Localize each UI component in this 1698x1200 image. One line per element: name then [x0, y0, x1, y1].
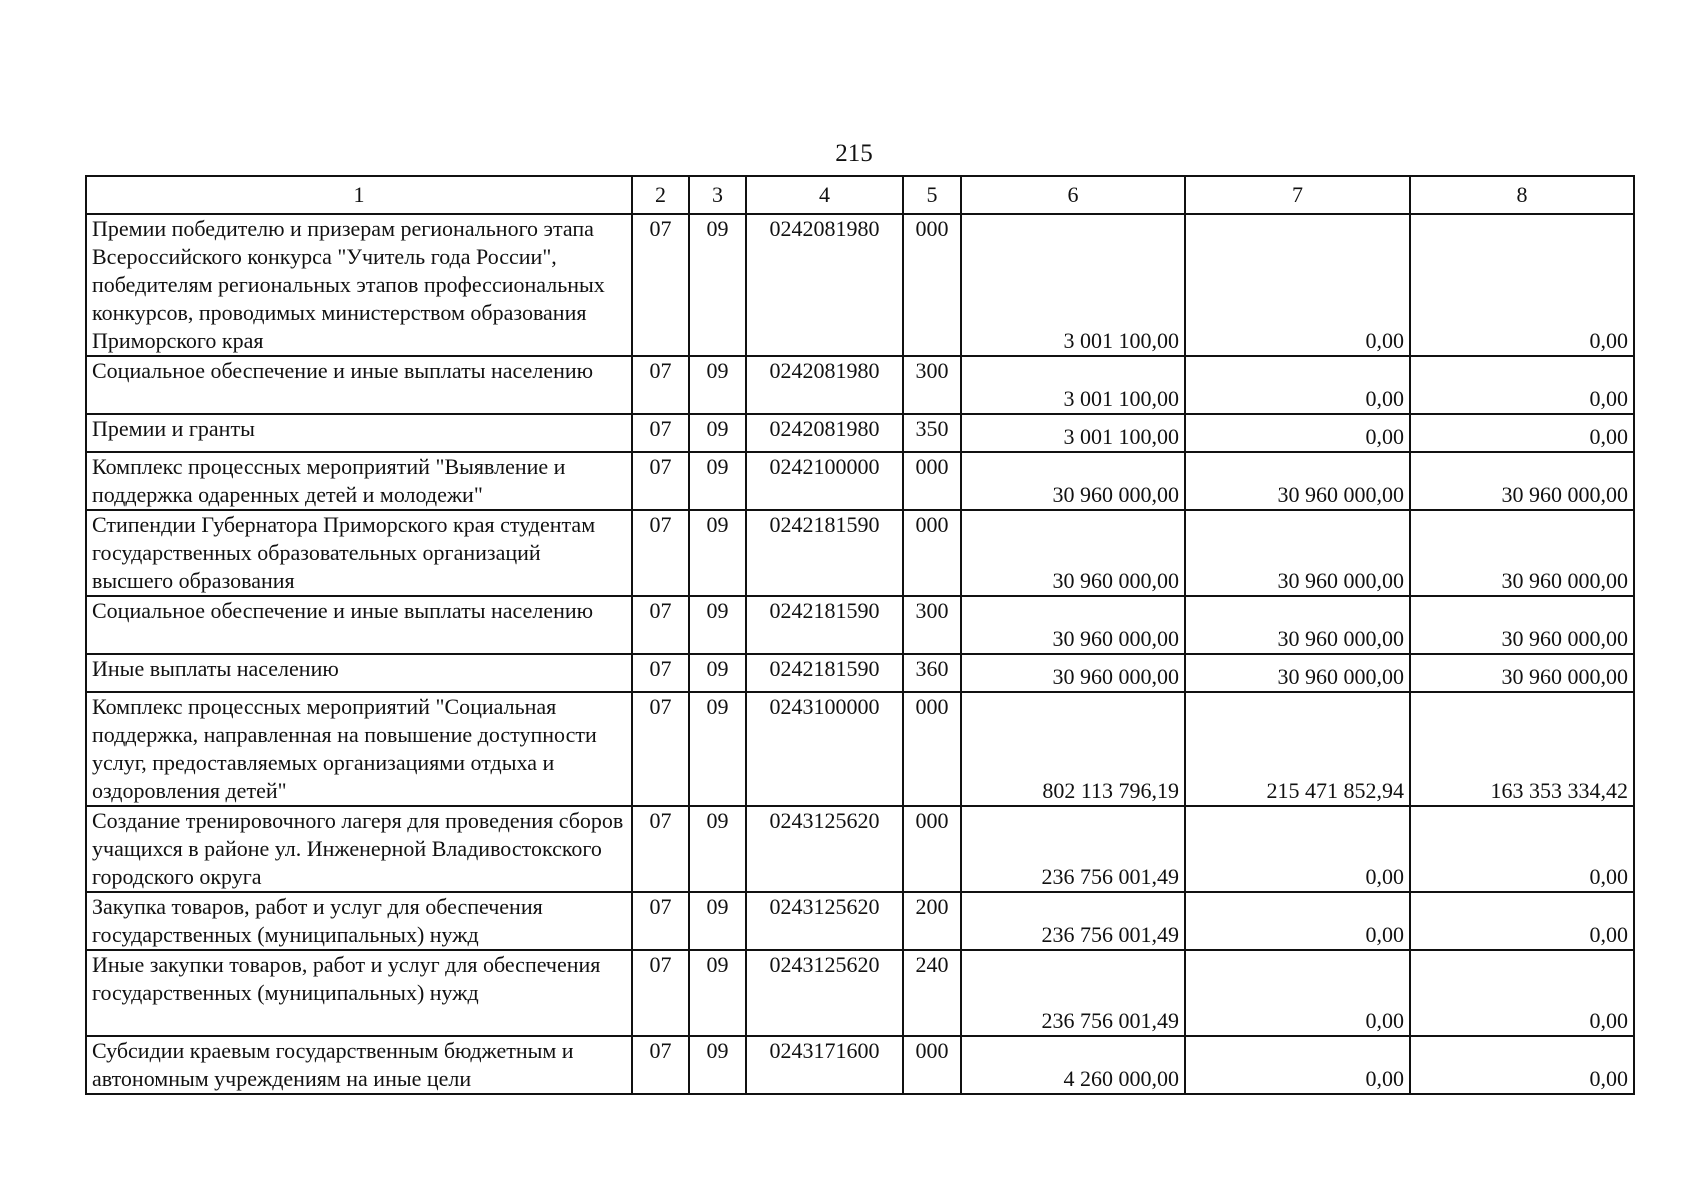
amount-col8: 0,00: [1410, 356, 1634, 414]
amount-col7: 0,00: [1185, 356, 1410, 414]
expense-type-code: 200: [903, 892, 961, 950]
amount-col8: 30 960 000,00: [1410, 654, 1634, 692]
table-row: [86, 356, 1634, 414]
amount-col8: 30 960 000,00: [1410, 596, 1634, 654]
expense-type-code: 300: [903, 356, 961, 414]
target-article-code: 0242181590: [746, 510, 903, 596]
expense-type-code: 000: [903, 214, 961, 356]
expense-type-code: 000: [903, 510, 961, 596]
table-row: [86, 510, 1634, 596]
header-cell: 5: [903, 176, 961, 214]
amount-col6: 3 001 100,00: [961, 214, 1185, 356]
row-name: Комплекс процессных мероприятий "Выявление и поддержка одаренных детей и молодежи": [86, 452, 632, 510]
target-article-code: 0243100000: [746, 692, 903, 806]
section-code: 07: [632, 452, 689, 510]
section-code: 07: [632, 510, 689, 596]
row-name: Социальное обеспечение и иные выплаты населению: [86, 356, 632, 414]
header-row: [86, 176, 1634, 214]
target-article-code: 0242100000: [746, 452, 903, 510]
section-code: 07: [632, 414, 689, 452]
budget-table: [85, 175, 1635, 1095]
amount-col8: 30 960 000,00: [1410, 510, 1634, 596]
table-row: [86, 214, 1634, 356]
expense-type-code: 360: [903, 654, 961, 692]
expense-type-code: 240: [903, 950, 961, 1036]
amount-col6: 3 001 100,00: [961, 356, 1185, 414]
amount-col7: 30 960 000,00: [1185, 452, 1410, 510]
section-code: 07: [632, 892, 689, 950]
amount-col6: 3 001 100,00: [961, 414, 1185, 452]
page-number: 215: [835, 140, 873, 167]
subsection-code: 09: [689, 1036, 746, 1094]
target-article-code: 0242181590: [746, 596, 903, 654]
target-article-code: 0242081980: [746, 214, 903, 356]
table-row: [86, 452, 1634, 510]
amount-col6: 802 113 796,19: [961, 692, 1185, 806]
amount-col8: 0,00: [1410, 806, 1634, 892]
subsection-code: 09: [689, 596, 746, 654]
section-code: 07: [632, 356, 689, 414]
row-name: Премии и гранты: [86, 414, 632, 452]
section-code: 07: [632, 1036, 689, 1094]
expense-type-code: 000: [903, 1036, 961, 1094]
amount-col8: 0,00: [1410, 950, 1634, 1036]
row-name: Стипендии Губернатора Приморского края студентам государственных образовательных организаций высшего образования: [86, 510, 632, 596]
subsection-code: 09: [689, 414, 746, 452]
amount-col8: 0,00: [1410, 414, 1634, 452]
amount-col8: 163 353 334,42: [1410, 692, 1634, 806]
amount-col6: 236 756 001,49: [961, 806, 1185, 892]
section-code: 07: [632, 596, 689, 654]
target-article-code: 0243125620: [746, 892, 903, 950]
amount-col7: 0,00: [1185, 950, 1410, 1036]
table-row: [86, 654, 1634, 692]
amount-col7: 30 960 000,00: [1185, 654, 1410, 692]
table-row: [86, 1036, 1634, 1094]
subsection-code: 09: [689, 214, 746, 356]
target-article-code: 0243171600: [746, 1036, 903, 1094]
header-cell: 6: [961, 176, 1185, 214]
row-name: Социальное обеспечение и иные выплаты населению: [86, 596, 632, 654]
section-code: 07: [632, 214, 689, 356]
expense-type-code: 350: [903, 414, 961, 452]
amount-col6: 4 260 000,00: [961, 1036, 1185, 1094]
amount-col7: 30 960 000,00: [1185, 596, 1410, 654]
amount-col6: 30 960 000,00: [961, 452, 1185, 510]
row-name: Субсидии краевым государственным бюджетным и автономным учреждениям на иные цели: [86, 1036, 632, 1094]
expense-type-code: 000: [903, 806, 961, 892]
header-cell: 3: [689, 176, 746, 214]
table-row: [86, 892, 1634, 950]
table-row: [86, 414, 1634, 452]
subsection-code: 09: [689, 654, 746, 692]
row-name: Создание тренировочного лагеря для проведения сборов учащихся в районе ул. Инженерной Владивостокского городского округа: [86, 806, 632, 892]
subsection-code: 09: [689, 692, 746, 806]
section-code: 07: [632, 950, 689, 1036]
amount-col6: 30 960 000,00: [961, 596, 1185, 654]
amount-col6: 236 756 001,49: [961, 950, 1185, 1036]
target-article-code: 0242181590: [746, 654, 903, 692]
section-code: 07: [632, 806, 689, 892]
section-code: 07: [632, 692, 689, 806]
target-article-code: 0242081980: [746, 356, 903, 414]
amount-col6: 30 960 000,00: [961, 654, 1185, 692]
subsection-code: 09: [689, 806, 746, 892]
subsection-code: 09: [689, 950, 746, 1036]
table-row: [86, 596, 1634, 654]
amount-col8: 0,00: [1410, 214, 1634, 356]
expense-type-code: 000: [903, 452, 961, 510]
amount-col7: 215 471 852,94: [1185, 692, 1410, 806]
target-article-code: 0243125620: [746, 806, 903, 892]
amount-col8: 0,00: [1410, 1036, 1634, 1094]
amount-col6: 30 960 000,00: [961, 510, 1185, 596]
target-article-code: 0242081980: [746, 414, 903, 452]
row-name: Премии победителю и призерам регионального этапа Всероссийского конкурса "Учитель года России", победителям региональных этапов профессиональных конкурсов, проводимых министерством образования Приморского края: [86, 214, 632, 356]
amount-col7: 0,00: [1185, 892, 1410, 950]
amount-col8: 30 960 000,00: [1410, 452, 1634, 510]
header-cell: 8: [1410, 176, 1634, 214]
amount-col7: 0,00: [1185, 214, 1410, 356]
subsection-code: 09: [689, 892, 746, 950]
row-name: Закупка товаров, работ и услуг для обеспечения государственных (муниципальных) нужд: [86, 892, 632, 950]
row-name: Иные закупки товаров, работ и услуг для обеспечения государственных (муниципальных) нужд: [86, 950, 632, 1036]
subsection-code: 09: [689, 356, 746, 414]
amount-col7: 0,00: [1185, 1036, 1410, 1094]
amount-col7: 0,00: [1185, 414, 1410, 452]
section-code: 07: [632, 654, 689, 692]
header-cell: 2: [632, 176, 689, 214]
row-name: Иные выплаты населению: [86, 654, 632, 692]
target-article-code: 0243125620: [746, 950, 903, 1036]
table-row: [86, 806, 1634, 892]
header-cell: 7: [1185, 176, 1410, 214]
amount-col7: 30 960 000,00: [1185, 510, 1410, 596]
expense-type-code: 300: [903, 596, 961, 654]
header-cell: 1: [86, 176, 632, 214]
table-row: [86, 692, 1634, 806]
subsection-code: 09: [689, 510, 746, 596]
subsection-code: 09: [689, 452, 746, 510]
row-name: Комплекс процессных мероприятий "Социальная поддержка, направленная на повышение доступности услуг, предоставляемых организациями отдыха и оздоровления детей": [86, 692, 632, 806]
expense-type-code: 000: [903, 692, 961, 806]
amount-col7: 0,00: [1185, 806, 1410, 892]
table-row: [86, 950, 1634, 1036]
header-cell: 4: [746, 176, 903, 214]
amount-col8: 0,00: [1410, 892, 1634, 950]
amount-col6: 236 756 001,49: [961, 892, 1185, 950]
